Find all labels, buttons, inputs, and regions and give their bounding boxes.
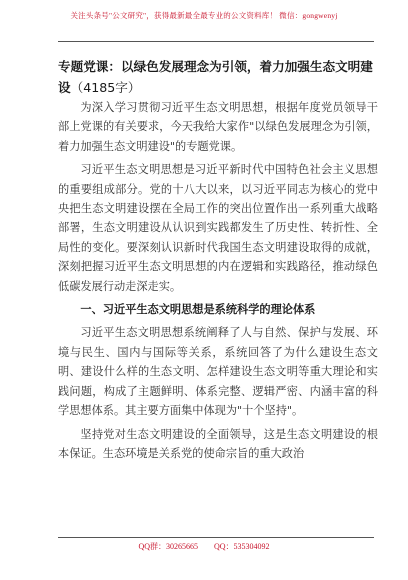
- document-body: [58, 98, 378, 467]
- qq-group: QQ群：30265665: [138, 542, 198, 551]
- body-paragraph: 习近平生态文明思想系统阐释了人与自然、保护与发展、环境与民生、国内与国际等关系，系统回答了为什么建设生态文明、建设什么样的生态文明、怎样建设生态文明等重大理论和实践问题，构成了主题鲜明、体系完整、逻辑严密、内涵丰富的科学思想体系。其主要方面集中体现为"十个坚持"。: [58, 326, 378, 418]
- word-count: （4185字）: [70, 80, 141, 95]
- page-footer: [0, 541, 408, 552]
- footer-divider: [58, 537, 374, 538]
- section-heading: 一、习近平生态文明思想是系统科学的理论体系: [80, 303, 316, 317]
- qq-contact: QQ：535304092: [214, 542, 270, 551]
- intro-paragraph: 为深入学习贯彻习近平生态文明思想，根据年度党员领导干部上党课的有关要求，今天我给大家作"以绿色发展理念为引领，着力加强生态文明建设"的专题党课。: [58, 101, 378, 153]
- body-paragraph: 坚持党对生态文明建设的全面领导，这是生态文明建设的根本保证。生态环境是关系党的使命宗旨的重大政治: [58, 427, 378, 460]
- page-header: 关注头条号"公文研究"，获得最新最全最专业的公文资料库！ 微信：gongwenyj: [70, 11, 338, 20]
- body-paragraph: 习近平生态文明思想是习近平新时代中国特色社会主义思想的重要组成部分。党的十八大以来，以习近平同志为核心的党中央把生态文明建设摆在全局工作的突出位置作出一系列重大战略部署，生态文明建设从认识到实践都发生了历史性、转折性、全局性的变化。要深刻认识新时代我国生态文明建设取得的成就，深刻把握习近平生态文明思想的内在逻辑和实践路径，推动绿色低碳发展行动走深走实。: [58, 163, 378, 293]
- header-divider: [58, 41, 374, 42]
- document-title: [58, 56, 378, 98]
- title-text: 专题党课：以绿色发展理念为引领，着力加强生态文明建设: [58, 59, 373, 95]
